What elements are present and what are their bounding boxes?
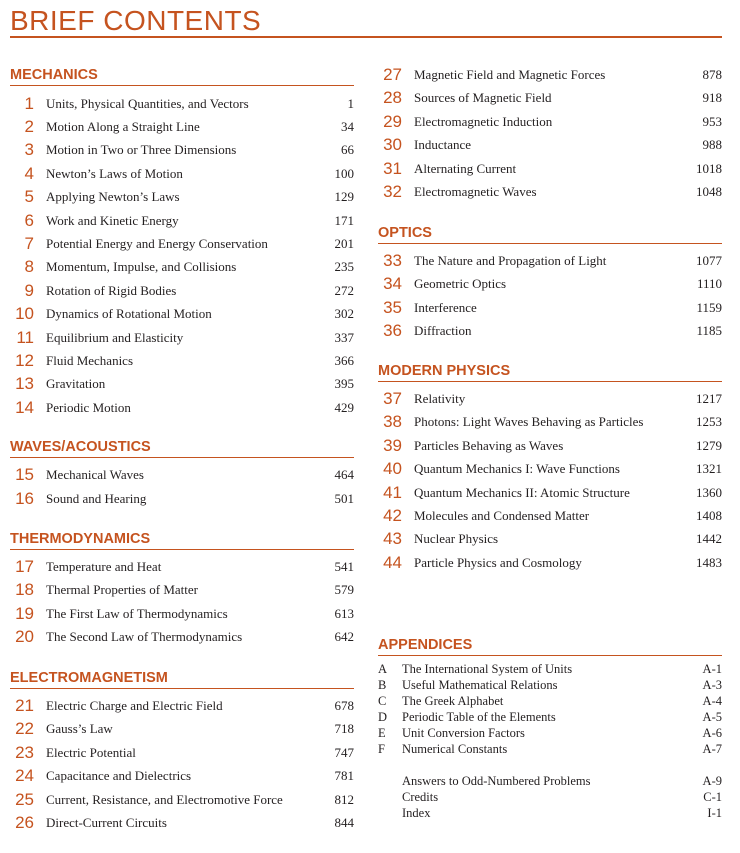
chapter-page: 34	[341, 118, 354, 134]
chapter-title: Inductance	[414, 137, 472, 153]
chapter-title: Sources of Magnetic Field	[414, 90, 552, 106]
chapter-number: 23	[15, 742, 34, 762]
chapter-row[interactable]	[10, 209, 354, 232]
chapter-row[interactable]	[378, 157, 722, 180]
back-matter-row[interactable]	[402, 774, 722, 790]
chapter-number: 14	[15, 397, 34, 417]
chapter-number: 9	[24, 280, 34, 300]
chapter-page: 1321	[696, 461, 722, 477]
appendix-title: Periodic Table of the Elements	[402, 710, 556, 724]
chapter-title: Particle Physics and Cosmology	[414, 554, 582, 570]
chapter-number: 35	[383, 297, 402, 317]
chapter-page: 541	[334, 559, 354, 574]
chapter-number: 32	[383, 182, 402, 201]
section-rule	[10, 688, 354, 689]
chapter-page: 1018	[696, 160, 722, 176]
appendix-title: Unit Conversion Factors	[402, 726, 525, 740]
chapter-number: 1	[24, 93, 34, 113]
chapter-number: 13	[15, 374, 34, 394]
chapter-page: 171	[334, 212, 354, 228]
chapter-row[interactable]	[10, 556, 354, 579]
chapter-title: Units, Physical Quantities, and Vectors	[46, 95, 249, 111]
appendix-row[interactable]	[378, 710, 722, 726]
chapter-row[interactable]	[378, 458, 722, 481]
chapter-title: Capacitance and Dielectrics	[46, 768, 192, 784]
chapter-row[interactable]	[10, 256, 354, 279]
appendix-row[interactable]	[378, 726, 722, 742]
chapter-number: 33	[383, 251, 402, 270]
chapter-number: 42	[383, 506, 402, 525]
chapter-page: 1217	[696, 391, 722, 406]
section-heading: THERMODYNAMICS	[10, 531, 151, 547]
chapter-title: Diffraction	[414, 323, 472, 339]
chapter-page: 844	[334, 815, 354, 830]
page-title: BRIEF CONTENTS	[10, 5, 262, 36]
chapter-title: Photons: Light Waves Behaving as Particles	[414, 414, 644, 430]
chapter-title: Electromagnetic Waves	[414, 184, 537, 199]
chapter-title: Applying Newton’s Laws	[46, 189, 180, 205]
title-rule	[10, 36, 722, 38]
chapter-row[interactable]	[10, 788, 354, 811]
chapter-page: 302	[334, 306, 354, 322]
chapter-row[interactable]	[10, 464, 354, 487]
chapter-number: 21	[15, 696, 34, 715]
chapter-page: 953	[702, 113, 722, 129]
section-heading: APPENDICES	[378, 637, 473, 653]
chapter-page: 613	[334, 605, 354, 621]
back-matter-row[interactable]	[402, 806, 722, 822]
appendix-row[interactable]	[378, 694, 722, 710]
chapter-row[interactable]	[378, 87, 722, 110]
chapter-page: 464	[334, 467, 354, 482]
chapter-number: 16	[15, 489, 34, 508]
appendix-letter: A	[378, 662, 388, 676]
chapter-page: 1048	[696, 184, 722, 199]
section-rule	[10, 457, 354, 458]
chapter-number: 8	[24, 257, 34, 277]
chapter-number: 38	[383, 412, 402, 432]
chapter-page: 781	[334, 768, 354, 784]
chapter-page: 642	[334, 629, 354, 645]
section-rule	[10, 85, 354, 86]
chapter-row[interactable]	[10, 765, 354, 788]
appendix-row[interactable]	[378, 662, 722, 678]
chapter-number: 40	[383, 459, 402, 479]
section-rule	[378, 655, 722, 656]
chapter-page: 1253	[696, 414, 722, 430]
chapter-row[interactable]	[10, 812, 354, 835]
chapter-number: 17	[15, 557, 34, 576]
chapter-page: 337	[334, 329, 354, 345]
chapter-row[interactable]	[10, 279, 354, 302]
chapter-title: Thermal Properties of Matter	[46, 582, 198, 598]
chapter-page: 429	[334, 399, 354, 415]
chapter-row[interactable]	[10, 626, 354, 649]
chapter-row[interactable]	[10, 741, 354, 764]
appendix-page: A-6	[702, 726, 722, 740]
chapter-page: 1483	[696, 554, 722, 570]
chapter-number: 37	[383, 389, 402, 408]
chapter-row[interactable]	[378, 320, 722, 343]
chapter-number: 6	[24, 210, 34, 230]
chapter-row[interactable]	[10, 92, 354, 115]
appendix-letter: F	[378, 742, 385, 756]
appendix-letter: C	[378, 694, 387, 708]
chapter-number: 26	[15, 813, 34, 832]
chapter-page: 366	[334, 352, 354, 368]
section-rule	[10, 549, 354, 550]
chapter-row[interactable]	[10, 115, 354, 138]
chapter-number: 4	[24, 163, 34, 183]
chapter-title: Direct-Current Circuits	[46, 815, 167, 830]
chapter-row[interactable]	[378, 505, 722, 528]
chapter-row[interactable]	[10, 186, 354, 209]
chapter-title: Sound and Hearing	[46, 491, 147, 506]
chapter-row[interactable]	[10, 303, 354, 326]
chapter-title: Magnetic Field and Magnetic Forces	[414, 67, 606, 82]
chapter-title: Temperature and Heat	[46, 559, 162, 574]
chapter-page: 718	[334, 721, 354, 737]
chapter-page: 747	[334, 744, 354, 760]
chapter-number: 20	[15, 627, 34, 647]
chapter-page: 1	[347, 95, 354, 111]
chapter-row[interactable]	[10, 488, 354, 511]
chapter-row[interactable]	[378, 296, 722, 319]
chapter-row[interactable]	[10, 349, 354, 372]
chapter-number: 39	[383, 435, 402, 455]
appendix-row[interactable]	[378, 742, 722, 758]
chapter-title: Rotation of Rigid Bodies	[46, 282, 177, 298]
chapter-row[interactable]	[10, 718, 354, 741]
chapter-number: 31	[383, 158, 402, 178]
back-matter-title: Index	[402, 806, 431, 820]
chapter-page: 988	[702, 137, 722, 153]
chapter-number: 18	[15, 580, 34, 600]
chapter-row[interactable]	[378, 250, 722, 273]
chapter-number: 2	[24, 116, 34, 136]
chapter-number: 41	[383, 482, 402, 502]
chapter-row[interactable]	[378, 181, 722, 204]
chapter-title: Interference	[414, 299, 477, 315]
chapter-title: Motion Along a Straight Line	[46, 118, 200, 134]
chapter-row[interactable]	[378, 273, 722, 296]
section-heading: ELECTROMAGNETISM	[10, 670, 168, 686]
chapter-row[interactable]	[378, 134, 722, 157]
chapter-number: 36	[383, 321, 402, 341]
section-heading: MODERN PHYSICS	[378, 363, 511, 379]
chapter-title: Electric Charge and Electric Field	[46, 698, 223, 713]
back-matter-page: I-1	[707, 806, 722, 820]
chapter-title: Nuclear Physics	[414, 531, 499, 547]
appendix-title: The Greek Alphabet	[402, 694, 504, 708]
appendix-letter: E	[378, 726, 386, 740]
back-matter-page: A-9	[702, 774, 722, 788]
chapter-title: Motion in Two or Three Dimensions	[46, 142, 237, 158]
chapter-title: Molecules and Condensed Matter	[414, 508, 590, 523]
chapter-row[interactable]	[10, 326, 354, 349]
chapter-title: Equilibrium and Elasticity	[46, 329, 184, 345]
chapter-title: The Second Law of Thermodynamics	[46, 629, 243, 645]
chapter-title: Work and Kinetic Energy	[46, 212, 179, 228]
chapter-number: 12	[15, 350, 34, 370]
chapter-title: Dynamics of Rotational Motion	[46, 306, 212, 322]
chapter-row[interactable]	[378, 64, 722, 87]
chapter-row[interactable]	[10, 602, 354, 625]
chapter-page: 678	[334, 698, 354, 713]
chapter-number: 25	[15, 789, 34, 809]
chapter-number: 29	[383, 111, 402, 131]
chapter-page: 579	[334, 582, 354, 598]
section-rule	[378, 381, 722, 382]
chapter-title: Gravitation	[46, 376, 106, 392]
back-matter-page: C-1	[703, 790, 722, 804]
chapter-title: Fluid Mechanics	[46, 352, 134, 368]
section-heading: MECHANICS	[10, 67, 98, 83]
chapter-number: 5	[24, 187, 34, 207]
chapter-number: 19	[15, 603, 34, 623]
appendix-title: Useful Mathematical Relations	[402, 678, 558, 692]
appendix-page: A-4	[702, 694, 722, 708]
appendix-page: A-1	[702, 662, 722, 676]
back-matter-title: Answers to Odd-Numbered Problems	[402, 774, 591, 788]
chapter-page: 1159	[696, 299, 722, 315]
chapter-row[interactable]	[10, 396, 354, 419]
chapter-title: Momentum, Impulse, and Collisions	[46, 259, 237, 275]
appendix-letter: D	[378, 710, 388, 724]
chapter-row[interactable]	[378, 411, 722, 434]
chapter-number: 10	[15, 304, 34, 324]
chapter-number: 27	[383, 65, 402, 84]
chapter-number: 30	[383, 135, 402, 155]
chapter-number: 34	[383, 274, 402, 294]
chapter-page: 1408	[696, 508, 722, 523]
chapter-row[interactable]	[378, 434, 722, 457]
section-heading: WAVES/ACOUSTICS	[10, 439, 151, 455]
chapter-row[interactable]	[10, 373, 354, 396]
chapter-title: Newton’s Laws of Motion	[46, 165, 183, 181]
chapter-row[interactable]	[10, 232, 354, 255]
chapter-number: 22	[15, 719, 34, 739]
chapter-number: 7	[24, 233, 34, 253]
chapter-title: Periodic Motion	[46, 399, 131, 415]
chapter-number: 3	[24, 140, 34, 160]
chapter-row[interactable]	[378, 551, 722, 574]
chapter-row[interactable]	[10, 579, 354, 602]
appendix-page: A-7	[702, 742, 722, 756]
appendix-title: The International System of Units	[402, 662, 573, 676]
chapter-title: Quantum Mechanics II: Atomic Structure	[414, 484, 630, 500]
chapter-page: 66	[341, 142, 354, 158]
chapter-page: 100	[334, 165, 354, 181]
chapter-page: 272	[334, 282, 354, 298]
chapter-page: 918	[702, 90, 722, 106]
chapter-number: 43	[383, 529, 402, 549]
chapter-page: 129	[334, 189, 354, 205]
back-matter-title: Credits	[402, 790, 439, 804]
section-heading: OPTICS	[378, 225, 432, 241]
chapter-row[interactable]	[10, 162, 354, 185]
chapter-number: 24	[15, 766, 34, 786]
chapter-number: 28	[383, 88, 402, 108]
chapter-title: Mechanical Waves	[46, 467, 144, 482]
chapter-title: The Nature and Propagation of Light	[414, 253, 607, 268]
chapter-page: 1442	[696, 531, 722, 547]
chapter-title: The First Law of Thermodynamics	[46, 605, 228, 621]
section-rule	[378, 243, 722, 244]
chapter-page: 1110	[696, 276, 722, 292]
chapter-title: Current, Resistance, and Electromotive Force	[46, 791, 283, 807]
back-matter-row[interactable]	[402, 790, 722, 806]
chapter-row[interactable]	[378, 528, 722, 551]
appendix-letter: B	[378, 678, 387, 692]
chapter-row[interactable]	[378, 388, 722, 411]
appendix-page: A-3	[702, 678, 722, 692]
chapter-title: Potential Energy and Energy Conservation	[46, 235, 268, 251]
chapter-title: Electric Potential	[46, 744, 136, 760]
appendix-title: Numerical Constants	[402, 742, 508, 756]
chapter-title: Relativity	[414, 391, 466, 406]
chapter-number: 11	[16, 327, 34, 347]
chapter-page: 1360	[696, 484, 722, 500]
chapter-title: Geometric Optics	[414, 276, 507, 292]
chapter-title: Gauss’s Law	[46, 721, 113, 737]
chapter-row[interactable]	[10, 139, 354, 162]
chapter-title: Electromagnetic Induction	[414, 113, 553, 129]
chapter-page: 501	[334, 491, 354, 506]
chapter-number: 15	[15, 465, 34, 484]
chapter-row[interactable]	[378, 110, 722, 133]
chapter-page: 1077	[696, 253, 722, 268]
chapter-title: Particles Behaving as Waves	[414, 437, 564, 453]
chapter-page: 201	[334, 235, 354, 251]
chapter-page: 812	[334, 791, 354, 807]
chapter-title: Alternating Current	[414, 160, 517, 176]
chapter-row[interactable]	[378, 481, 722, 504]
chapter-title: Quantum Mechanics I: Wave Functions	[414, 461, 620, 477]
chapter-page: 878	[702, 67, 722, 82]
chapter-row[interactable]	[10, 695, 354, 718]
chapter-page: 1185	[696, 323, 722, 339]
chapter-page: 1279	[696, 437, 722, 453]
appendix-row[interactable]	[378, 678, 722, 694]
chapter-page: 395	[334, 376, 354, 392]
chapter-page: 235	[334, 259, 354, 275]
chapter-number: 44	[383, 552, 402, 572]
appendix-page: A-5	[702, 710, 722, 724]
